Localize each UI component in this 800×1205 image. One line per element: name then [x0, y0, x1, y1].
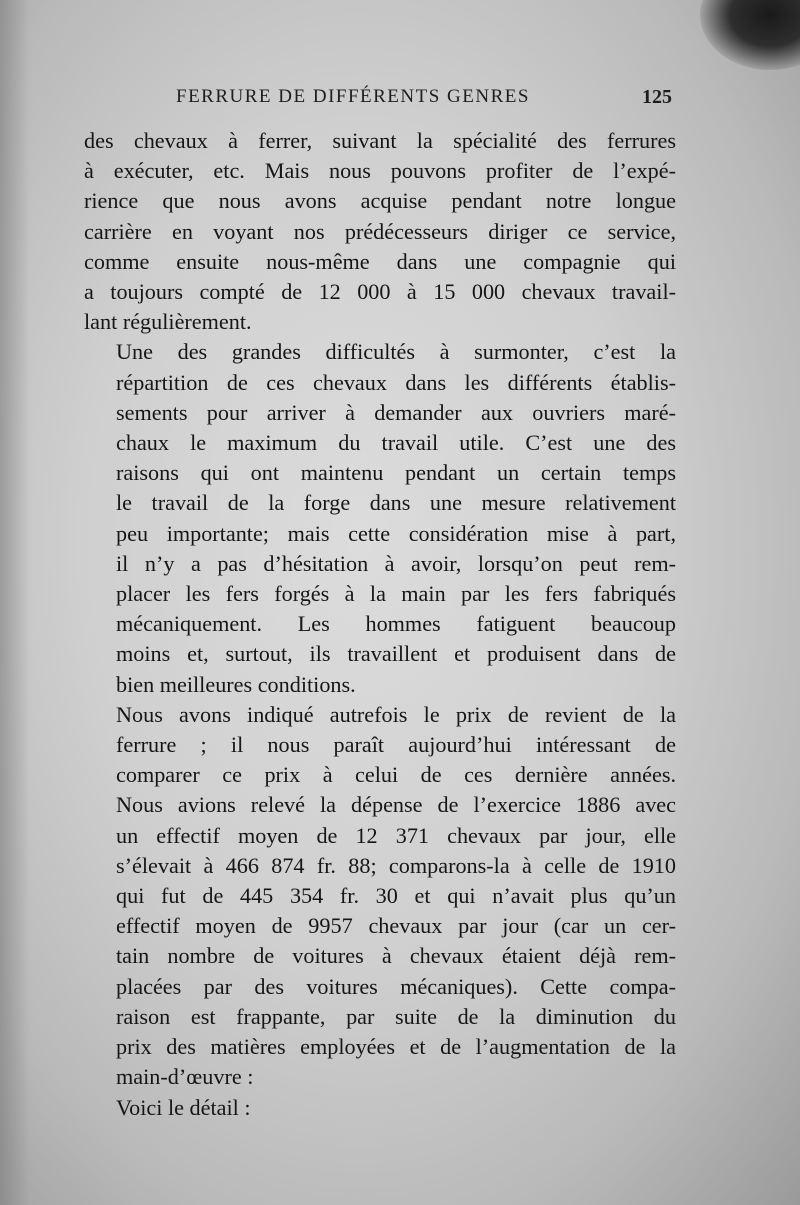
text-line: prix des matières employées et de l’augmentation de la: [116, 1034, 676, 1060]
text-line: a toujours compté de 12 000 à 15 000 chevaux travail-: [84, 279, 676, 305]
text-line: Nous avions relevé la dépense de l’exercice 1886 avec: [116, 792, 676, 818]
text-line: main-d’œuvre :: [116, 1064, 254, 1090]
page-edge-shading: [0, 0, 30, 1205]
text-line: placer les fers forgés à la main par les fers fabriqués: [116, 581, 676, 607]
text-line: tain nombre de voitures à chevaux étaient déjà rem-: [116, 943, 676, 969]
page-number: 125: [642, 86, 672, 108]
text-line: carrière en voyant nos prédécesseurs diriger ce service,: [84, 218, 676, 244]
text-line: rience que nous avons acquise pendant notre longue: [84, 188, 676, 214]
text-line: lant régulièrement.: [84, 309, 252, 335]
text-line: chaux le maximum du travail utile. C’est une des: [116, 430, 676, 456]
text-line: le travail de la forge dans une mesure relativement: [116, 490, 676, 516]
text-line: peu importante; mais cette considération mise à part,: [116, 520, 676, 546]
text-line: comme ensuite nous-même dans une compagnie qui: [84, 248, 676, 274]
text-line: Nous avons indiqué autrefois le prix de revient de la: [116, 701, 676, 727]
text-line: répartition de ces chevaux dans les différents établis-: [116, 369, 676, 395]
text-line: sements pour arriver à demander aux ouvriers maré-: [116, 399, 676, 425]
paragraph-4: [84, 1093, 676, 1123]
body-text: [84, 126, 676, 1123]
text-line: ferrure ; il nous paraît aujourd’hui intéressant de: [116, 732, 676, 758]
paragraph-1: [84, 126, 676, 337]
text-line: Voici le détail :: [116, 1094, 251, 1120]
running-title: FERRURE DE DIFFÉRENTS GENRES: [176, 86, 530, 107]
text-line: raisons qui ont maintenu pendant un certain temps: [116, 460, 676, 486]
text-line: un effectif moyen de 12 371 chevaux par jour, elle: [116, 822, 676, 848]
corner-shadow: [700, 0, 800, 70]
text-line: mécaniquement. Les hommes fatiguent beaucoup: [116, 611, 676, 637]
text-line: s’élevait à 466 874 fr. 88; comparons-la à celle de 1910: [116, 852, 676, 878]
text-line: effectif moyen de 9957 chevaux par jour (car un cer-: [116, 913, 676, 939]
text-line: raison est frappante, par suite de la diminution du: [116, 1003, 676, 1029]
text-line: comparer ce prix à celui de ces dernière années.: [116, 762, 676, 788]
text-line: Une des grandes difficultés à surmonter, c’est la: [116, 339, 676, 365]
text-line: bien meilleures conditions.: [116, 671, 356, 697]
paragraph-3: [84, 700, 676, 1093]
page-header: [88, 86, 672, 114]
text-line: placées par des voitures mécaniques). Cette compa-: [116, 973, 676, 999]
text-line: moins et, surtout, ils travaillent et produisent dans de: [116, 641, 676, 667]
text-line: à exécuter, etc. Mais nous pouvons profiter de l’expé-: [84, 158, 676, 184]
text-line: il n’y a pas d’hésitation à avoir, lorsqu’on peut rem-: [116, 550, 676, 576]
paragraph-2: [84, 337, 676, 699]
text-line: des chevaux à ferrer, suivant la spécialité des ferrures: [84, 128, 676, 153]
text-line: qui fut de 445 354 fr. 30 et qui n’avait plus qu’un: [116, 883, 676, 909]
